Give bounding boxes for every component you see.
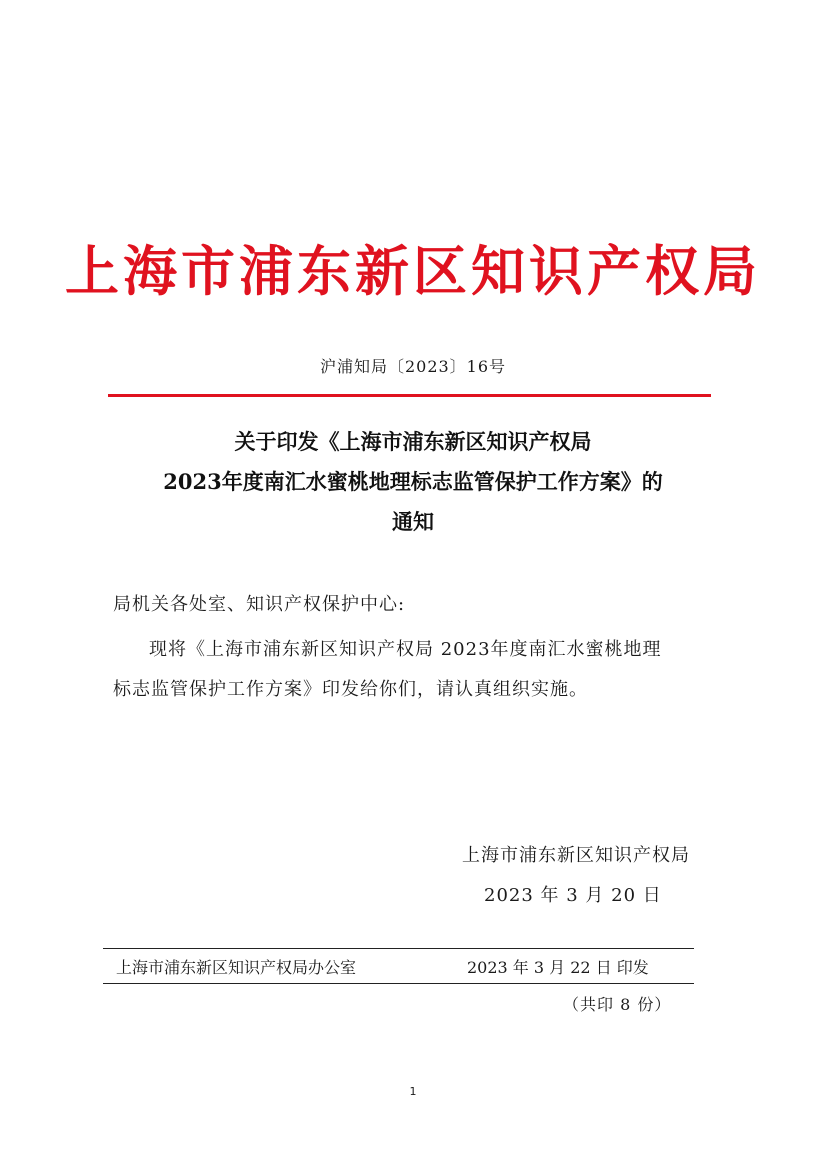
salutation: 局机关各处室、知识产权保护中心: bbox=[113, 594, 406, 615]
body-paragraph bbox=[113, 630, 719, 710]
red-divider bbox=[108, 394, 711, 397]
document-number: 沪浦知局〔2023〕16号 bbox=[319, 357, 507, 376]
body-line-2: 标志监管保护工作方案》印发给你们，请认真组织实施。 bbox=[113, 679, 588, 700]
signature-organization: 上海市浦东新区知识产权局 bbox=[462, 845, 690, 866]
copy-count: （共印 8 份） bbox=[563, 995, 672, 1014]
document-title bbox=[0, 422, 826, 542]
organization-header: 上海市浦东新区知识产权局 bbox=[65, 240, 761, 303]
issue-date: 2023 年 3 月 22 日 印发 bbox=[467, 958, 649, 977]
title-line-1: 关于印发《上海市浦东新区知识产权局 bbox=[234, 429, 592, 454]
signature-date: 2023 年 3 月 20 日 bbox=[484, 885, 662, 906]
title-line-3: 通知 bbox=[392, 509, 434, 534]
footer-bottom-rule bbox=[103, 983, 694, 984]
title-line-2: 2023年度南汇水蜜桃地理标志监管保护工作方案》的 bbox=[163, 469, 663, 494]
footer-top-rule bbox=[103, 948, 694, 949]
signature-block bbox=[462, 836, 690, 916]
body-line-1: 现将《上海市浦东新区知识产权局 2023年度南汇水蜜桃地理 bbox=[149, 639, 662, 660]
page-number: 1 bbox=[409, 1085, 417, 1098]
issuing-office: 上海市浦东新区知识产权局办公室 bbox=[116, 958, 357, 977]
